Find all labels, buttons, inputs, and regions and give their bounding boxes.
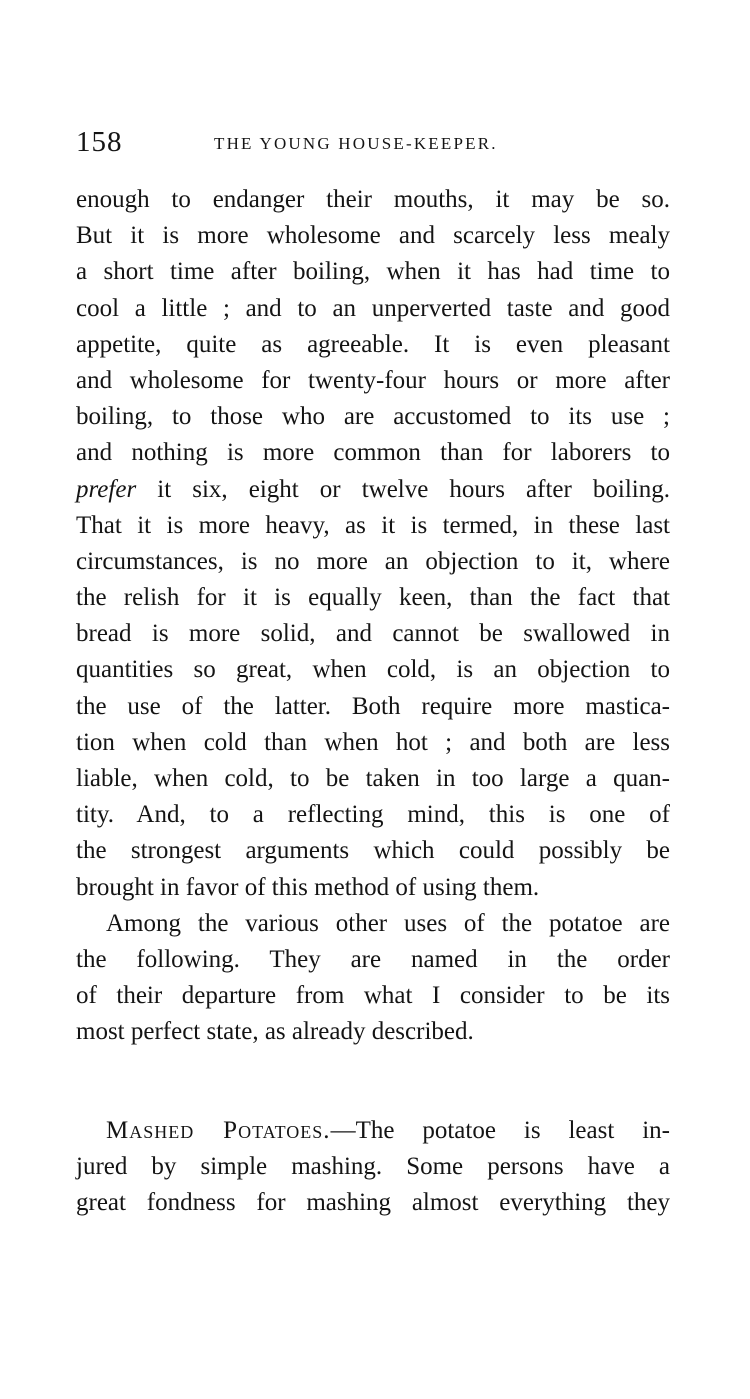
section-heading: Mashed Potatoes.: [106, 1116, 331, 1144]
text-line: and nothing is more common than for laborers to: [76, 439, 670, 467]
text-line: But it is more wholesome and scarcely less mealy: [76, 222, 670, 250]
text-line: Among the various other uses of the potatoe are: [106, 909, 670, 937]
paragraph: [76, 1113, 670, 1222]
text-line: jured by simple mashing. Some persons have a: [76, 1152, 670, 1180]
text-line: great fondness for mashing almost everything they: [76, 1188, 670, 1216]
section-gap: [76, 1051, 670, 1113]
text-line: boiling, to those who are accustomed to its use ;: [76, 403, 670, 431]
text-line: enough to endanger their mouths, it may be so.: [76, 186, 670, 213]
text-line: [76, 472, 670, 508]
text-line: tion when cold than when hot ; and both are less: [76, 728, 670, 756]
text-line-rest: —The potatoe is least in-: [330, 1116, 670, 1144]
text-line: and wholesome for twenty-four hours or more after: [76, 366, 670, 394]
italic-word: prefer: [76, 475, 137, 503]
text-line-rest: it six, eight or twelve hours after boiling.: [157, 475, 670, 503]
running-title: THE YOUNG HOUSE-KEEPER.: [214, 134, 498, 153]
body-text: [76, 182, 670, 1221]
text-line: [76, 1113, 670, 1149]
text-line: That it is more heavy, as it is termed, in these last: [76, 511, 670, 539]
text-line: appetite, quite as agreeable. It is even pleasant: [76, 330, 670, 358]
paragraph: [76, 906, 670, 1051]
text-line: circumstances, is no more an objection to it, where: [76, 547, 670, 575]
text-line: most perfect state, as already described.: [76, 1018, 474, 1046]
text-line: the following. They are named in the order: [76, 945, 670, 973]
text-line: cool a little ; and to an unperverted taste and good: [76, 294, 670, 322]
text-line: the use of the latter. Both require more mastica-: [76, 692, 670, 720]
text-line: a short time after boiling, when it has had time to: [76, 258, 670, 286]
text-line: quantities so great, when cold, is an objection to: [76, 656, 670, 684]
text-line: brought in favor of this method of using them.: [76, 873, 540, 901]
text-line: of their departure from what I consider to be its: [76, 982, 670, 1010]
running-head: [76, 126, 676, 160]
page-number: 158: [76, 126, 123, 158]
text-line: tity. And, to a reflecting mind, this is one of: [76, 801, 670, 829]
text-line: liable, when cold, to be taken in too large a quan-: [76, 765, 670, 792]
text-line: the relish for it is equally keen, than the fact that: [76, 584, 670, 612]
paragraph: [76, 182, 670, 906]
text-line: the strongest arguments which could possibly be: [76, 837, 670, 865]
text-line: bread is more solid, and cannot be swallowed in: [76, 620, 670, 648]
